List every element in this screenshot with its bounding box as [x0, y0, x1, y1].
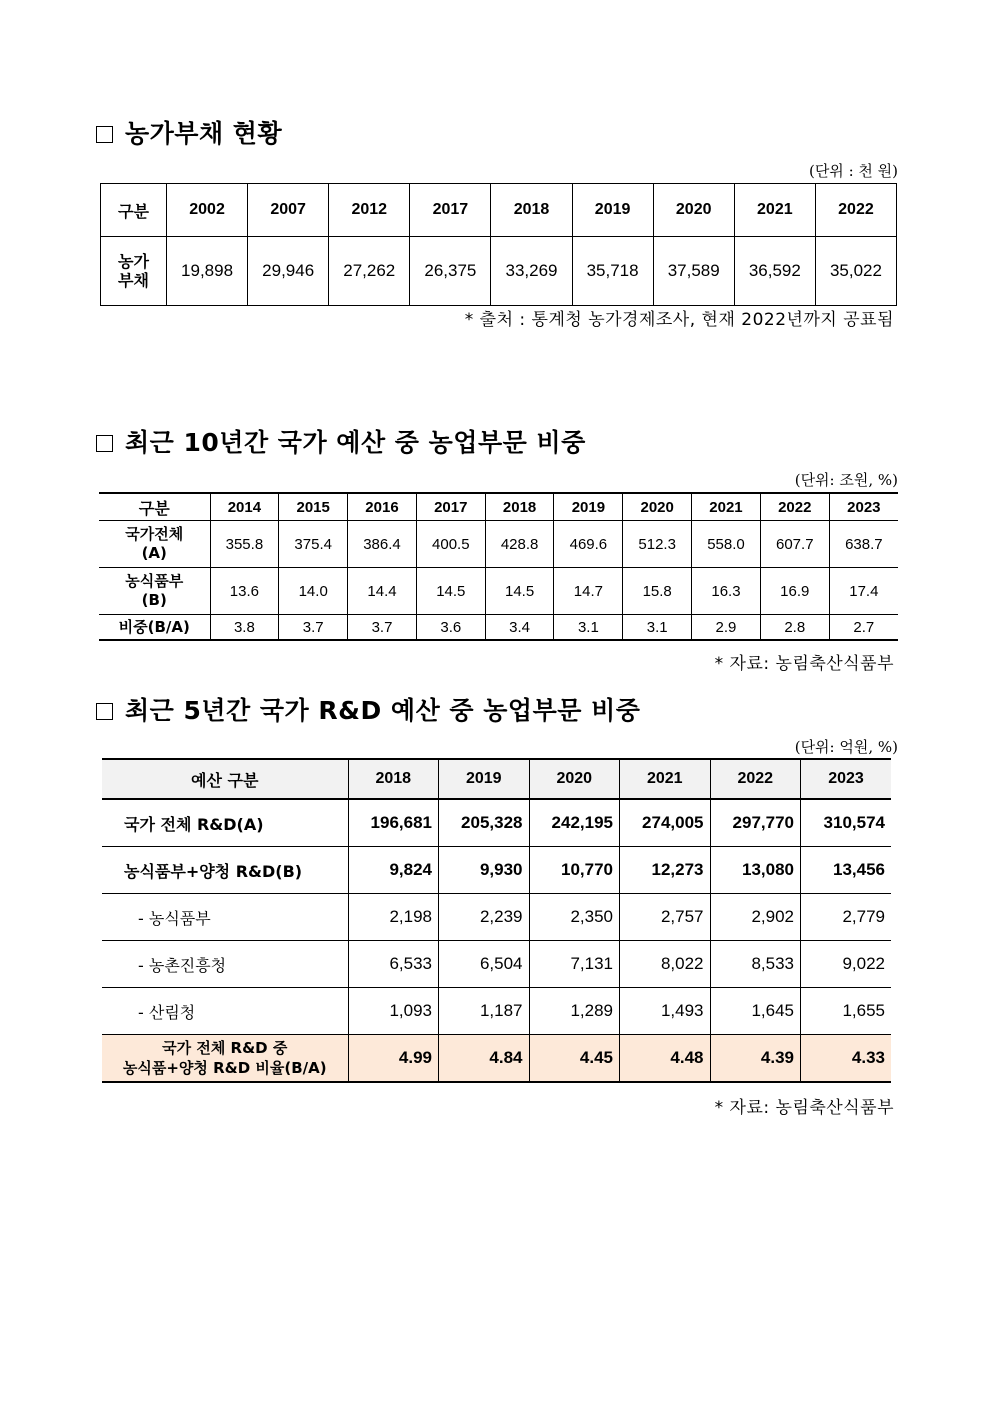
value-cell: 29,946 [248, 237, 329, 306]
value-cell: 3.7 [279, 615, 348, 641]
value-cell: 4.45 [529, 1035, 620, 1083]
value-cell: 607.7 [760, 521, 829, 568]
header-cell: 2017 [416, 493, 485, 521]
value-cell: 9,824 [348, 847, 439, 894]
source-note: * 자료: 농림축산식품부 [714, 654, 894, 674]
header-cell: 2019 [572, 184, 653, 237]
value-cell: 16.3 [692, 568, 761, 615]
row-label: 국가 전체 R&D 중 농식품+양청 R&D 비율(B/A) [102, 1035, 348, 1083]
header-cell: 2023 [829, 493, 898, 521]
header-cell: 2014 [210, 493, 279, 521]
value-cell: 2,350 [529, 894, 620, 941]
table-row [99, 568, 898, 615]
value-cell: 14.5 [485, 568, 554, 615]
header-cell: 2017 [410, 184, 491, 237]
value-cell: 297,770 [710, 799, 801, 847]
table-row [101, 237, 897, 306]
value-cell: 375.4 [279, 521, 348, 568]
value-cell: 355.8 [210, 521, 279, 568]
row-label: 농가 부채 [101, 237, 167, 306]
header-cell: 2022 [760, 493, 829, 521]
value-cell: 33,269 [491, 237, 572, 306]
value-cell: 2,779 [801, 894, 892, 941]
header-cell: 2019 [439, 759, 530, 799]
value-cell: 14.0 [279, 568, 348, 615]
value-cell: 1,655 [801, 988, 892, 1035]
header-cell: 2023 [801, 759, 892, 799]
header-cell: 2021 [734, 184, 815, 237]
value-cell: 638.7 [829, 521, 898, 568]
value-cell: 1,093 [348, 988, 439, 1035]
value-cell: 3.6 [416, 615, 485, 641]
header-cell: 2016 [348, 493, 417, 521]
unit-label: (단위: 억원, %) [794, 738, 898, 756]
header-cell: 2020 [623, 493, 692, 521]
value-cell: 4.99 [348, 1035, 439, 1083]
value-cell: 8,022 [620, 941, 711, 988]
value-cell: 36,592 [734, 237, 815, 306]
value-cell: 242,195 [529, 799, 620, 847]
value-cell: 27,262 [329, 237, 410, 306]
value-cell: 512.3 [623, 521, 692, 568]
value-cell: 15.8 [623, 568, 692, 615]
value-cell: 3.4 [485, 615, 554, 641]
value-cell: 2.7 [829, 615, 898, 641]
row-label: 농식품부 (B) [99, 568, 210, 615]
row-label: 국가 전체 R&D(A) [102, 799, 348, 847]
section-title-text: 농가부채 현황 [125, 119, 283, 148]
value-cell: 13,456 [801, 847, 892, 894]
value-cell: 37,589 [653, 237, 734, 306]
value-cell: 2,757 [620, 894, 711, 941]
section-title-farm-debt [96, 114, 282, 150]
value-cell: 4.48 [620, 1035, 711, 1083]
table-header-row [99, 493, 898, 521]
value-cell: 4.39 [710, 1035, 801, 1083]
row-label: - 농촌진흥청 [102, 941, 348, 988]
table-row [102, 847, 891, 894]
table-header-row [102, 759, 891, 799]
value-cell: 6,533 [348, 941, 439, 988]
section-title-text: 최근 10년간 국가 예산 중 농업부문 비중 [125, 428, 586, 457]
header-cell: 2022 [710, 759, 801, 799]
header-cell: 2018 [491, 184, 572, 237]
source-note: * 출처 : 통계청 농가경제조사, 현재 2022년까지 공표됨 [464, 310, 894, 330]
value-cell: 1,493 [620, 988, 711, 1035]
value-cell: 3.8 [210, 615, 279, 641]
row-label: 비중(B/A) [99, 615, 210, 641]
value-cell: 1,645 [710, 988, 801, 1035]
checkbox-square-icon [96, 126, 113, 143]
value-cell: 1,289 [529, 988, 620, 1035]
value-cell: 2.9 [692, 615, 761, 641]
header-cell: 2007 [248, 184, 329, 237]
value-cell: 3.1 [623, 615, 692, 641]
value-cell: 7,131 [529, 941, 620, 988]
table-row [99, 615, 898, 641]
value-cell: 14.5 [416, 568, 485, 615]
value-cell: 2,902 [710, 894, 801, 941]
header-cell: 구분 [99, 493, 210, 521]
value-cell: 35,718 [572, 237, 653, 306]
farm-debt-table [100, 183, 897, 306]
value-cell: 4.84 [439, 1035, 530, 1083]
value-cell: 14.4 [348, 568, 417, 615]
table-row [102, 988, 891, 1035]
unit-label: (단위: 조원, %) [794, 471, 898, 489]
value-cell: 3.7 [348, 615, 417, 641]
header-cell: 2021 [620, 759, 711, 799]
header-cell: 2019 [554, 493, 623, 521]
value-cell: 310,574 [801, 799, 892, 847]
value-cell: 2.8 [760, 615, 829, 641]
value-cell: 12,273 [620, 847, 711, 894]
unit-label: (단위 : 천 원) [808, 162, 898, 180]
value-cell: 14.7 [554, 568, 623, 615]
checkbox-square-icon [96, 435, 113, 452]
value-cell: 26,375 [410, 237, 491, 306]
header-cell: 구분 [101, 184, 167, 237]
section-title-budget-share [96, 423, 586, 459]
source-note: * 자료: 농림축산식품부 [714, 1098, 894, 1118]
value-cell: 386.4 [348, 521, 417, 568]
header-cell: 2020 [529, 759, 620, 799]
value-cell: 35,022 [815, 237, 896, 306]
table-row [99, 521, 898, 568]
table-row [102, 799, 891, 847]
table-header-row [101, 184, 897, 237]
table-row [102, 941, 891, 988]
header-cell: 2020 [653, 184, 734, 237]
header-cell: 2018 [348, 759, 439, 799]
row-label: - 농식품부 [102, 894, 348, 941]
value-cell: 558.0 [692, 521, 761, 568]
value-cell: 428.8 [485, 521, 554, 568]
header-cell: 2015 [279, 493, 348, 521]
rnd-share-table [102, 758, 891, 1083]
value-cell: 19,898 [167, 237, 248, 306]
value-cell: 17.4 [829, 568, 898, 615]
header-cell: 2021 [692, 493, 761, 521]
value-cell: 196,681 [348, 799, 439, 847]
value-cell: 1,187 [439, 988, 530, 1035]
value-cell: 13,080 [710, 847, 801, 894]
row-label: 국가전체 (A) [99, 521, 210, 568]
table-row-highlighted [102, 1035, 891, 1083]
value-cell: 469.6 [554, 521, 623, 568]
row-label: 농식품부+양청 R&D(B) [102, 847, 348, 894]
value-cell: 9,022 [801, 941, 892, 988]
value-cell: 2,198 [348, 894, 439, 941]
header-cell: 2002 [167, 184, 248, 237]
value-cell: 6,504 [439, 941, 530, 988]
checkbox-square-icon [96, 703, 113, 720]
value-cell: 205,328 [439, 799, 530, 847]
value-cell: 10,770 [529, 847, 620, 894]
value-cell: 400.5 [416, 521, 485, 568]
value-cell: 16.9 [760, 568, 829, 615]
section-title-text: 최근 5년간 국가 R&D 예산 중 농업부문 비중 [125, 696, 641, 725]
header-cell: 2018 [485, 493, 554, 521]
row-label: - 산림청 [102, 988, 348, 1035]
value-cell: 13.6 [210, 568, 279, 615]
value-cell: 2,239 [439, 894, 530, 941]
value-cell: 3.1 [554, 615, 623, 641]
value-cell: 274,005 [620, 799, 711, 847]
section-title-rnd-share [96, 691, 640, 727]
budget-share-table [99, 492, 898, 641]
table-row [102, 894, 891, 941]
value-cell: 9,930 [439, 847, 530, 894]
header-cell: 2022 [815, 184, 896, 237]
header-cell: 예산 구분 [102, 759, 348, 799]
header-cell: 2012 [329, 184, 410, 237]
value-cell: 8,533 [710, 941, 801, 988]
value-cell: 4.33 [801, 1035, 892, 1083]
